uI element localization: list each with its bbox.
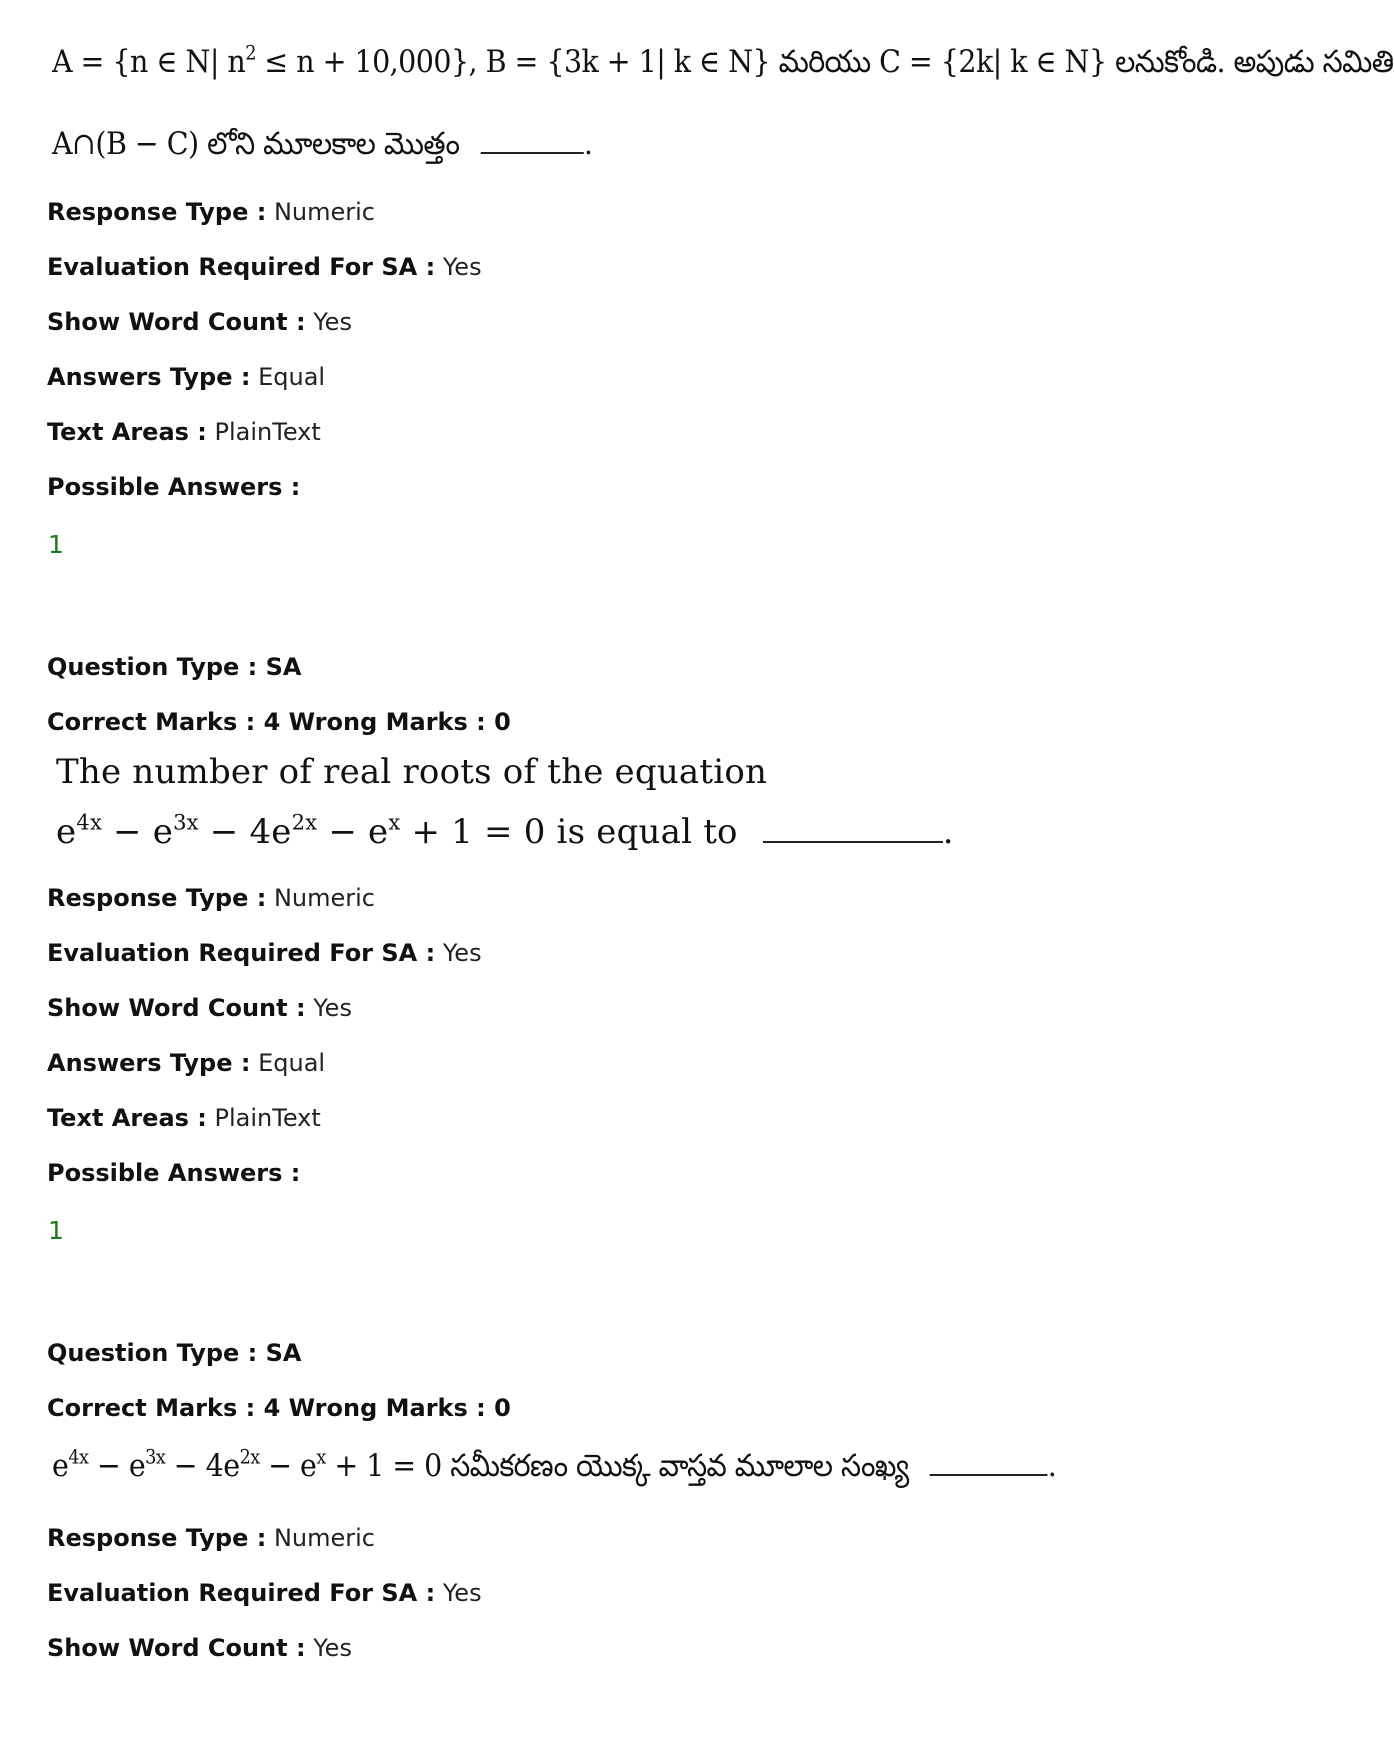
eq-term: − e <box>317 812 389 852</box>
possible-answers-row <box>47 1159 300 1187</box>
eq-exponent: 4x <box>68 1445 89 1469</box>
text-areas-row <box>47 1104 321 1132</box>
answer-blank <box>930 1452 1048 1476</box>
show-word-count-label: Show Word Count : <box>47 308 306 336</box>
response-type-label: Response Type : <box>47 198 267 226</box>
response-type-label: Response Type : <box>47 884 267 912</box>
question-line-1: The number of real roots of the equation <box>56 752 768 792</box>
eq-exponent: 3x <box>173 809 199 835</box>
question-punctuation: . <box>1047 1448 1057 1484</box>
marks: Correct Marks : 4 Wrong Marks : 0 <box>47 1394 511 1422</box>
show-word-count-row <box>47 994 352 1022</box>
eq-term: − e <box>88 1448 146 1484</box>
eq-exponent: 2x <box>239 1445 260 1469</box>
response-type-value: Numeric <box>273 198 375 226</box>
question-equation-line <box>52 1445 1057 1491</box>
answers-type-value: Equal <box>258 363 326 391</box>
marks-row <box>47 1394 511 1422</box>
question-type: Question Type : SA <box>47 1339 302 1367</box>
text-areas-value: PlainText <box>214 1104 321 1132</box>
answers-type-row <box>47 363 325 391</box>
answers-type-label: Answers Type : <box>47 363 251 391</box>
question-superscript: 2 <box>245 41 256 65</box>
eq-exponent: 2x <box>291 809 318 835</box>
marks: Correct Marks : 4 Wrong Marks : 0 <box>47 708 511 736</box>
evaluation-required-label: Evaluation Required For SA : <box>47 939 436 967</box>
evaluation-required-value: Yes <box>442 939 482 967</box>
evaluation-required-row <box>47 253 482 281</box>
question-line-2 <box>52 126 592 169</box>
response-type-row <box>47 884 375 912</box>
eq-exponent: 3x <box>145 1445 166 1469</box>
text-areas-label: Text Areas : <box>47 418 207 446</box>
answers-type-value: Equal <box>258 1049 326 1077</box>
possible-answers-row <box>47 473 300 501</box>
question-text: + 1 = 0 is equal to <box>400 812 738 852</box>
evaluation-required-value: Yes <box>442 253 482 281</box>
question-text: A∩(B − C) లోని మూలకాల మొత్తం <box>52 126 460 162</box>
response-type-label: Response Type : <box>47 1524 267 1552</box>
show-word-count-label: Show Word Count : <box>47 994 306 1022</box>
question-equation-line <box>56 809 954 852</box>
text-areas-label: Text Areas : <box>47 1104 207 1132</box>
answer-blank <box>481 130 584 154</box>
eq-term: − 4e <box>165 1448 240 1484</box>
question-type-row <box>47 1339 301 1367</box>
question-type-row <box>47 653 301 681</box>
response-type-value: Numeric <box>273 884 375 912</box>
answers-type-row <box>47 1049 325 1077</box>
question-type: Question Type : SA <box>47 653 302 681</box>
evaluation-required-value: Yes <box>442 1579 482 1607</box>
answers-type-label: Answers Type : <box>47 1049 251 1077</box>
possible-answer-value: 1 <box>48 1216 64 1245</box>
possible-answers-label: Possible Answers : <box>47 473 301 501</box>
possible-answers-label: Possible Answers : <box>47 1159 301 1187</box>
question-text: ≤ n + 10,000}, B = {3k + 1| k ∈ N} మరియు C = {2k| k ∈ N} లనుకోండి. అపుడు సమితి <box>255 44 1394 80</box>
show-word-count-value: Yes <box>313 308 352 336</box>
show-word-count-value: Yes <box>313 1634 352 1662</box>
show-word-count-row <box>47 1634 352 1662</box>
question-math: A = {n ∈ N| n <box>52 44 246 80</box>
response-type-row <box>47 1524 375 1552</box>
show-word-count-label: Show Word Count : <box>47 1634 306 1662</box>
eq-term: − e <box>259 1448 317 1484</box>
eq-term: − e <box>102 812 174 852</box>
evaluation-required-label: Evaluation Required For SA : <box>47 253 436 281</box>
eq-exponent: x <box>388 809 401 835</box>
eq-term: − 4e <box>198 812 292 852</box>
question-punctuation: . <box>942 812 954 852</box>
marks-row <box>47 708 511 736</box>
evaluation-required-row <box>47 939 482 967</box>
response-type-value: Numeric <box>273 1524 375 1552</box>
eq-exponent: 4x <box>76 809 103 835</box>
response-type-row <box>47 198 375 226</box>
evaluation-required-label: Evaluation Required For SA : <box>47 1579 436 1607</box>
show-word-count-value: Yes <box>313 994 352 1022</box>
text-areas-value: PlainText <box>214 418 321 446</box>
eq-term: e <box>52 1448 69 1484</box>
show-word-count-row <box>47 308 352 336</box>
evaluation-required-row <box>47 1579 482 1607</box>
question-punctuation: . <box>583 126 593 162</box>
answer-blank <box>763 819 943 843</box>
eq-term: e <box>56 812 77 852</box>
question-text: + 1 = 0 సమీకరణం యొక్క వాస్తవ మూలాల సంఖ్య <box>325 1448 909 1484</box>
possible-answer-value: 1 <box>48 530 64 559</box>
eq-exponent: x <box>316 1445 326 1469</box>
question-line-1 <box>52 41 1394 87</box>
text-areas-row <box>47 418 321 446</box>
